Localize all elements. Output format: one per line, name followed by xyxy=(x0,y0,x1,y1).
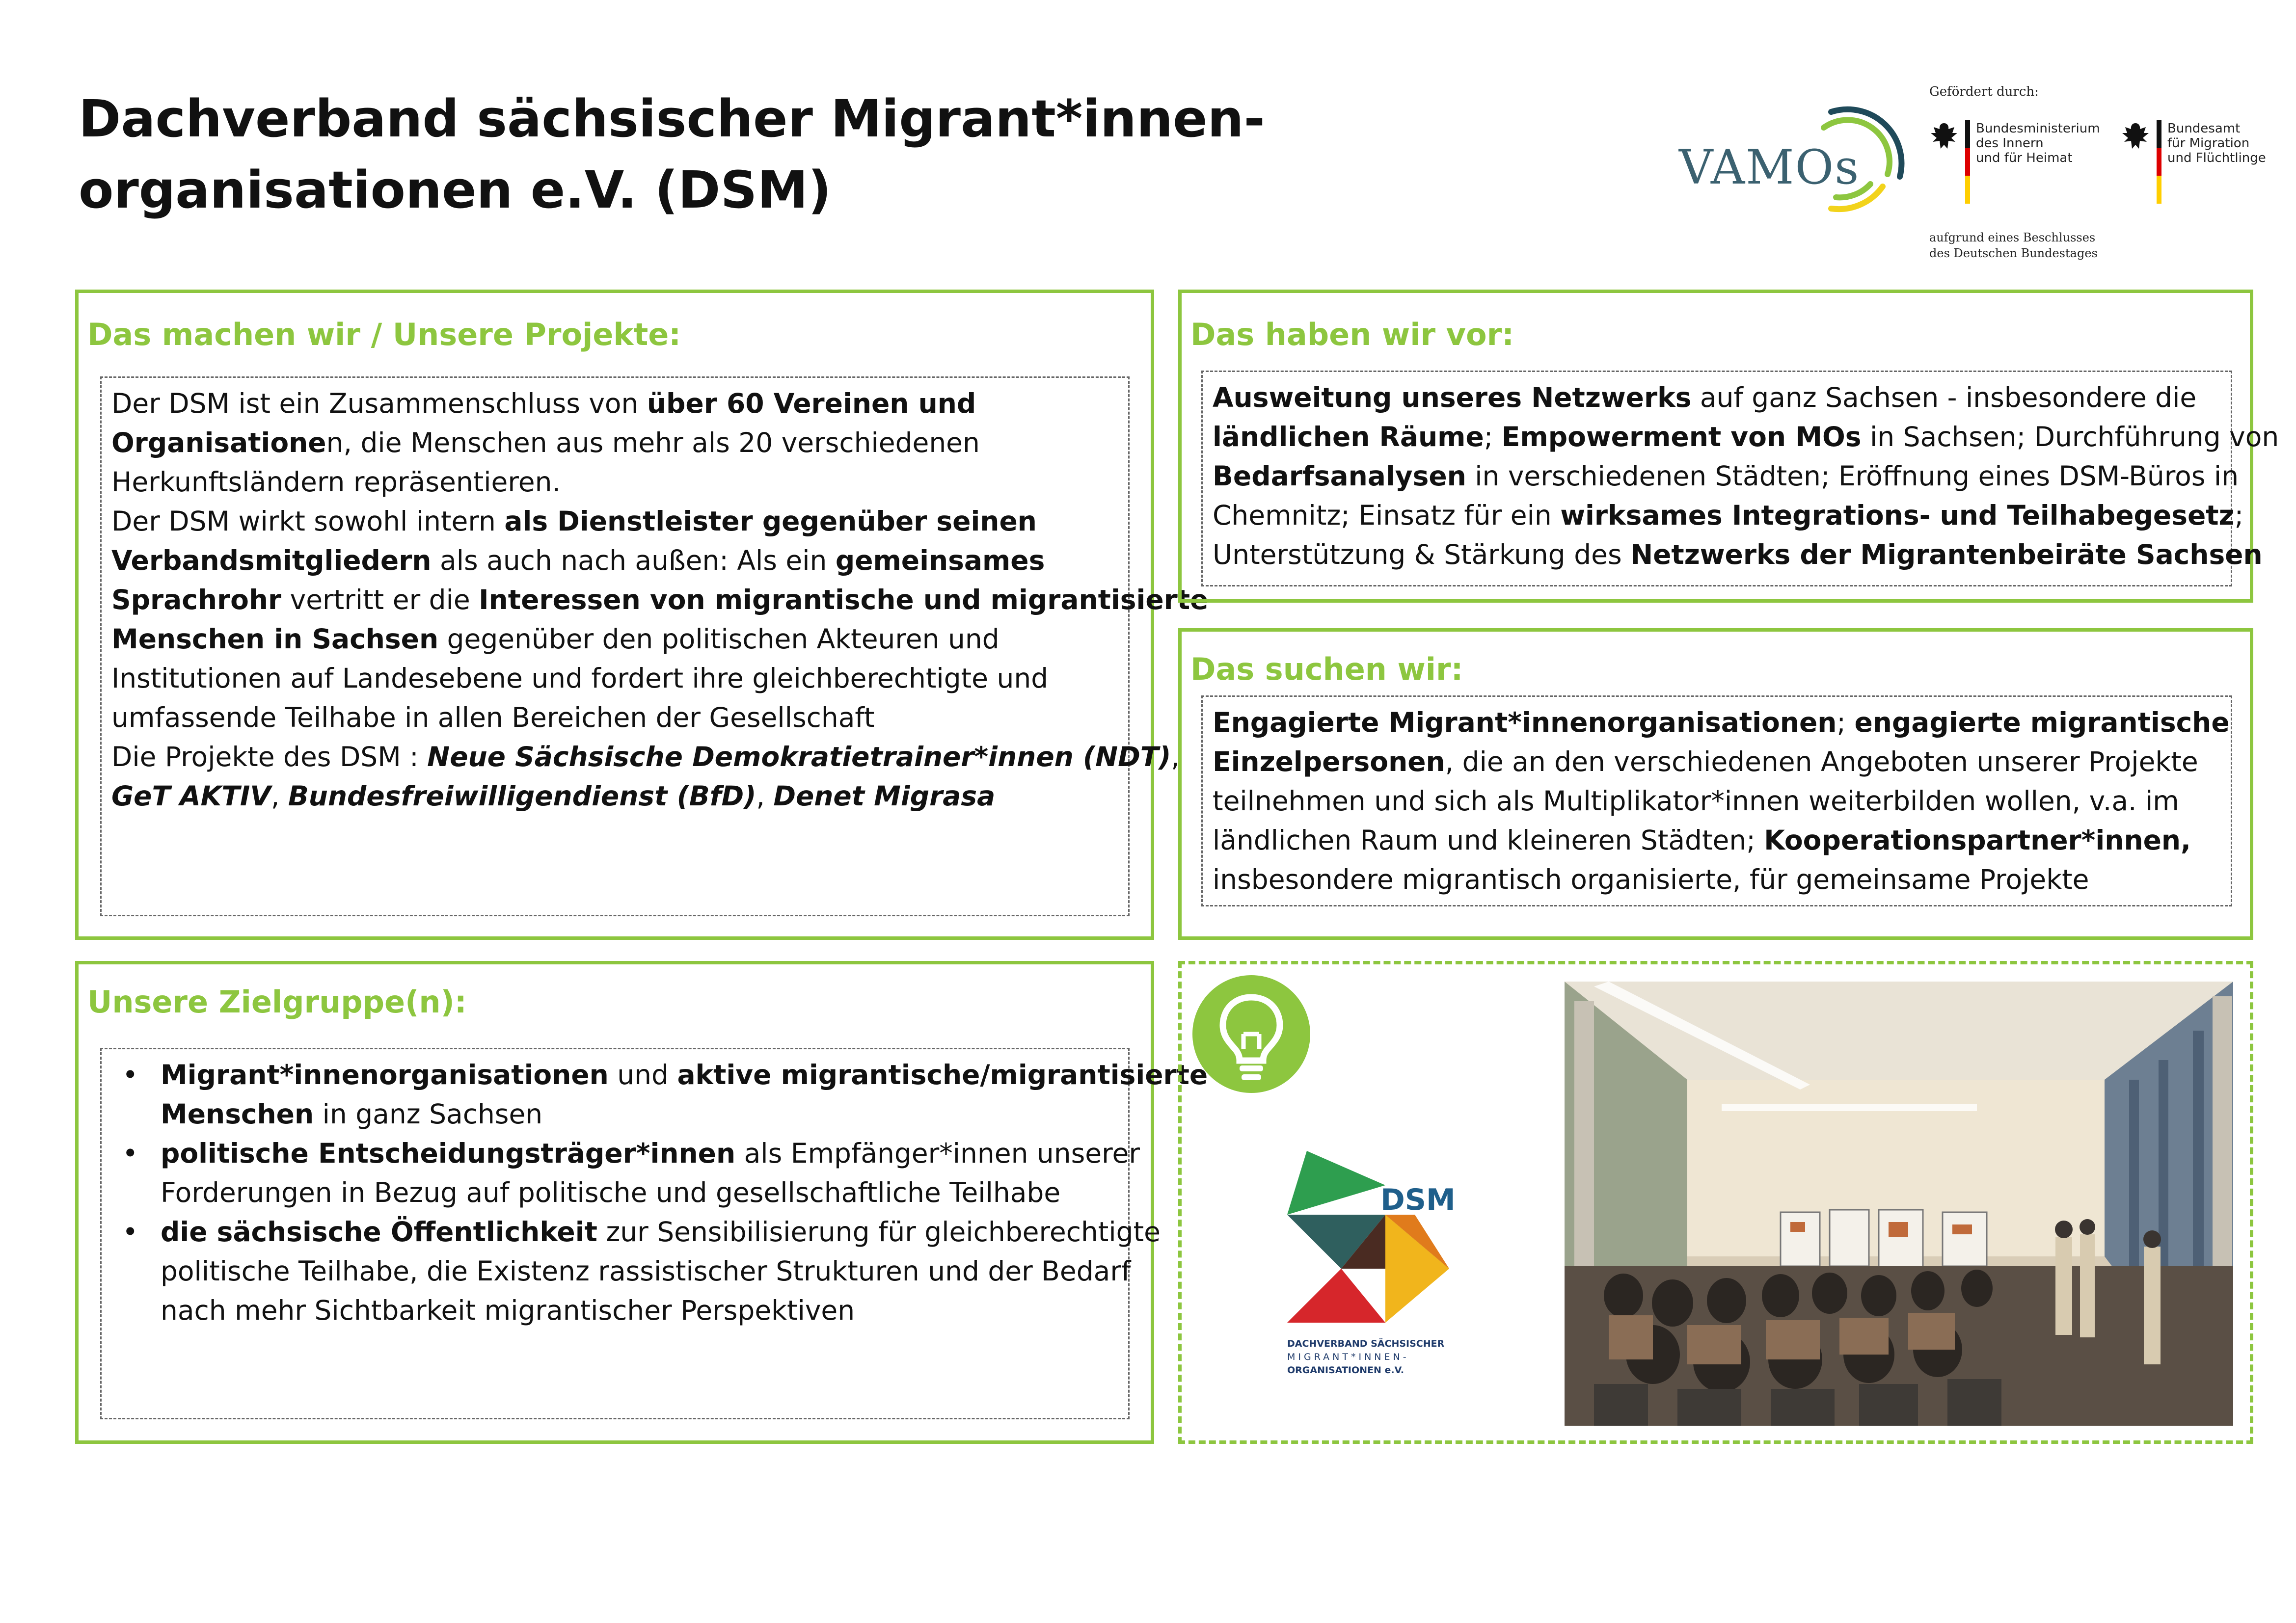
target-title: Unsere Zielgruppe(n): xyxy=(87,984,467,1020)
german-flag-bar xyxy=(1965,120,1970,204)
agency2-line2: für Migration xyxy=(2167,136,2250,151)
title-line-2: organisationen e.V. (DSM) xyxy=(79,160,832,220)
dsm-logo xyxy=(1287,1146,1454,1391)
plans-title: Das haben wir vor: xyxy=(1190,317,1514,352)
vamos-logo-text: VAMOs xyxy=(1679,140,1860,195)
lightbulb-icon xyxy=(1192,975,1310,1093)
target-textbox xyxy=(100,1048,1208,1419)
decision-line2: des Deutschen Bundestages xyxy=(1929,246,2098,260)
bundestag-decision-note xyxy=(1929,230,2098,261)
target-bullet-3: • die sächsische Öffentlichkeit zur Sensibilisierung für gleichberechtigte politische Teilhabe, die Existenz rassistischer Strukturen und der Bedarf nach mehr Sichtbarkeit migrantischer Perspektiven xyxy=(111,1212,1118,1330)
agency1-line3: und für Heimat xyxy=(1976,151,2073,165)
dsm-logo-caption: DACHVERBAND SÄCHSISCHER MIGRANT*INNEN- ORGANISATIONEN e.V. xyxy=(1287,1338,1445,1376)
search-title: Das suchen wir: xyxy=(1190,651,1463,687)
agency2-line1: Bundesamt xyxy=(2167,121,2241,136)
agency1-line2: des Innern xyxy=(1976,136,2044,151)
german-flag-bar xyxy=(2157,120,2161,204)
vamos-logo xyxy=(1679,93,1915,216)
projects-title: Das machen wir / Unsere Projekte: xyxy=(87,317,681,352)
projects-panel xyxy=(75,290,1209,940)
funded-by-label: Gefördert durch: xyxy=(1929,84,2039,99)
search-textbox: Engagierte Migrant*innenorganisationen; engagierte migrantische Einzelpersonen, die an den verschiedenen Angeboten unserer Projekte teilnehmen und sich als Multiplikator*innen weiterbilden wollen, v.a. im ländlichen Raum und kleineren Städten; Kooperationspartner*innen, insbesondere migrantisch organisierte, für gemeinsame Projekte xyxy=(1201,695,2232,906)
decision-line1: aufgrund eines Beschlusses xyxy=(1929,231,2096,244)
plans-textbox: Ausweitung unseres Netzwerks auf ganz Sachsen - insbesondere die ländlichen Räume; Empowerment von MOs in Sachsen; Durchführung von Bedarfsanalysen in verschiedenen Städten; Eröffnung eines DSM-Büros in Chemnitz; Einsatz für ein wirksames Integrations- und Teilhabegesetz; Unterstützung & Stärkung des Netzwerks der Migrantenbeiräte Sachsen xyxy=(1201,371,2232,586)
agency2-line3: und Flüchtlinge xyxy=(2167,151,2266,165)
dsm-logo-mark-icon xyxy=(1287,1146,1454,1332)
image-panel xyxy=(1178,961,2253,1444)
event-photo xyxy=(1565,982,2233,1426)
target-bullet-2: • politische Entscheidungsträger*innen als Empfänger*innen unserer Forderungen in Bezug auf politische und gesellschaftliche Teilhabe xyxy=(111,1134,1118,1212)
target-panel xyxy=(75,961,1208,1444)
target-bullet-1: • Migrant*innenorganisationen und aktive migrantische/migrantisierte Menschen in ganz Sachsen xyxy=(111,1055,1118,1134)
search-panel xyxy=(1178,628,2253,940)
dsm-logo-word: DSM xyxy=(1380,1183,1456,1217)
projects-textbox: Der DSM ist ein Zusammenschluss von über 60 Vereinen und Organisationen, die Menschen aus mehr als 20 verschiedenen Herkunftsländern repräsentieren. Der DSM wirkt sowohl intern als Dienstleister gegenüber seinen Verbandsmitgliedern als auch nach außen: Als ein gemeinsames Sprachrohr vertritt er die Interessen von migrantische und migrantisierte Menschen in Sachsen gegenüber den politischen Akteuren und Institutionen auf Landesebene und fordert ihre gleichberechtigte und umfassende Teilhabe in allen Bereichen der Gesellschaft Die Projekte des DSM : Neue Sächsische Demokratietrainer*innen (NDT), GeT AKTIV, Bundesfreiwilligendienst (BfD), Denet Migrasa xyxy=(100,376,1130,916)
federal-eagle-icon xyxy=(1927,120,1961,155)
title-line-1: Dachverband sächsischer Migrant*innen- xyxy=(79,89,1265,149)
agency1-line1: Bundesministerium xyxy=(1976,121,2100,136)
federal-eagle-icon xyxy=(2118,120,2153,155)
plans-panel xyxy=(1178,290,2279,603)
page-title xyxy=(79,83,1404,226)
